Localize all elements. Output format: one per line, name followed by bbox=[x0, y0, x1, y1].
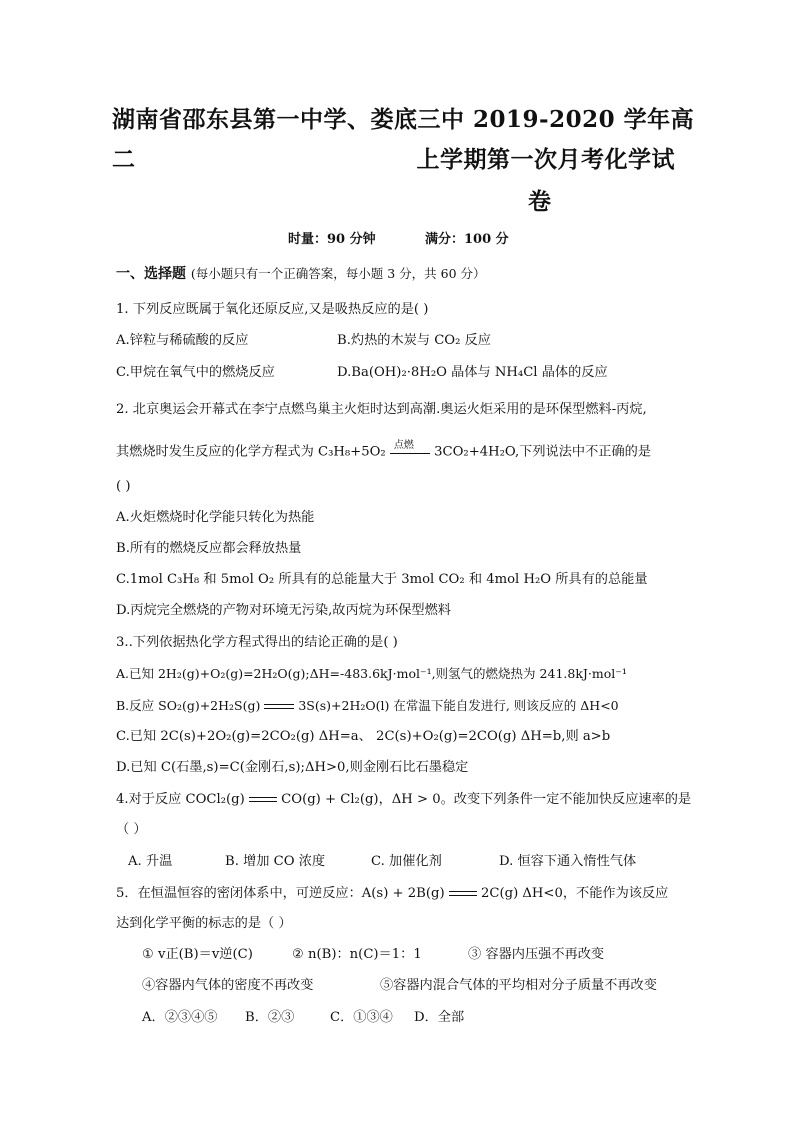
exam-title-line-1: 湖南省邵东县第一中学、娄底三中 2019-2020 学年高二 bbox=[112, 106, 695, 173]
q1-option-d: D.Ba(OH)₂·8H₂O 晶体与 NH₄Cl 晶体的反应 bbox=[337, 365, 608, 380]
section-heading bbox=[116, 264, 486, 284]
arrow-label: 点燃 bbox=[393, 440, 414, 451]
q4-equation-left: 4.对于反应 COCl₂(g) bbox=[116, 792, 245, 807]
q2-equation-left: 其燃烧时发生反应的化学方程式为 C₃H₈+5O₂ bbox=[116, 444, 386, 460]
reversible-arrow-icon bbox=[449, 890, 477, 898]
q2-option-d: D.丙烷完全燃烧的产物对环境无污染,故丙烷为环保型燃料 bbox=[116, 603, 451, 618]
reaction-arrow bbox=[390, 442, 430, 462]
exam-title-line-3: 卷 bbox=[528, 188, 552, 215]
q4-option-b: B. 增加 CO 浓度 bbox=[225, 854, 326, 869]
section-title: 一、选择题 bbox=[116, 266, 186, 282]
q3-option-b bbox=[116, 696, 619, 716]
exam-time: 时量：90 分钟 bbox=[288, 232, 376, 247]
q2-stem-line-1: 2. 北京奥运会开幕式在李宁点燃鸟巢主火炬时达到高潮.奥运火炬采用的是环保型燃料-丙烷, bbox=[116, 402, 647, 417]
q2-answer-blank: ( ) bbox=[116, 479, 131, 494]
q1-option-c: C.甲烷在氧气中的燃烧反应 bbox=[116, 365, 275, 380]
q5-item-5: ⑤容器内混合气体的平均相对分子质量不再改变 bbox=[380, 978, 657, 993]
q1-stem: 1. 下列反应既属于氧化还原反应,又是吸热反应的是( ) bbox=[116, 302, 429, 317]
q4-stem-line-1 bbox=[116, 790, 691, 810]
q5-option-a: A．②③④⑤ bbox=[142, 1010, 218, 1025]
q2-equation-right: 3CO₂+4H₂O,下列说法中不正确的是 bbox=[434, 444, 652, 460]
q4-option-d: D. 恒容下通入惰性气体 bbox=[499, 854, 637, 869]
q2-option-c: C.1mol C₃H₈ 和 5mol O₂ 所具有的总能量大于 3mol CO₂ 和 4mol H₂O 所具有的总能量 bbox=[116, 572, 648, 587]
exam-score: 满分：100 分 bbox=[425, 232, 509, 247]
q5-stem-line-2: 达到化学平衡的标志的是（ ） bbox=[116, 916, 292, 931]
q1-option-b: B.灼热的木炭与 CO₂ 反应 bbox=[337, 333, 491, 348]
q4-option-a: A. 升温 bbox=[128, 854, 173, 869]
equals-sign-icon bbox=[264, 703, 294, 711]
q5-equation-right: 2C(g) ΔH<0，不能作为该反应 bbox=[481, 886, 669, 901]
q4-equation-right: CO(g) + Cl₂(g)，ΔH > 0。改变下列条件一定不能加快反应速率的是 bbox=[281, 792, 692, 807]
q5-stem-line-1 bbox=[116, 884, 668, 904]
q5-option-c: C．①③④ bbox=[330, 1010, 393, 1025]
exam-title-line-2: 上学期第一次月考化学试 bbox=[416, 146, 675, 173]
q3-option-b-right: 3S(s)+2H₂O(l) 在常温下能自发进行, 则该反应的 ΔH<0 bbox=[298, 698, 619, 713]
q5-equation-left: 5．在恒温恒容的密闭体系中，可逆反应：A(s) + 2B(g) bbox=[116, 886, 445, 901]
q5-item-2: ② n(B)：n(C)＝1：1 bbox=[292, 947, 422, 962]
q5-option-b: B．②③ bbox=[245, 1010, 295, 1025]
q4-answer-blank: （ ） bbox=[116, 822, 147, 837]
arrow-line bbox=[390, 453, 430, 454]
q5-item-3: ③ 容器内压强不再改变 bbox=[468, 947, 605, 962]
q5-option-d: D．全部 bbox=[414, 1010, 465, 1025]
q5-item-1: ① v正(B)＝v逆(C) bbox=[142, 947, 253, 962]
q1-option-a: A.锌粒与稀硫酸的反应 bbox=[116, 333, 249, 348]
q2-option-b: B.所有的燃烧反应都会释放热量 bbox=[116, 541, 302, 556]
q3-option-c: C.已知 2C(s)+2O₂(g)=2CO₂(g) ΔH=a、 2C(s)+O₂(g)=2CO(g) ΔH=b,则 a>b bbox=[116, 729, 611, 744]
reversible-arrow-icon bbox=[249, 796, 277, 804]
section-note: (每小题只有一个正确答案，每小题 3 分，共 60 分） bbox=[190, 266, 486, 281]
q3-stem: 3..下列依据热化学方程式得出的结论正确的是( ) bbox=[116, 635, 398, 650]
q5-item-4: ④容器内气体的密度不再改变 bbox=[142, 978, 314, 993]
q3-option-b-left: B.反应 SO₂(g)+2H₂S(g) bbox=[116, 698, 261, 713]
q3-option-a: A.已知 2H₂(g)+O₂(g)=2H₂O(g);ΔH=-483.6kJ·mol⁻¹,则氢气的燃烧热为 241.8kJ·mol⁻¹ bbox=[116, 666, 627, 681]
q2-stem-line-2 bbox=[116, 442, 651, 463]
q2-option-a: A.火炬燃烧时化学能只转化为热能 bbox=[116, 510, 315, 525]
q4-option-c: C. 加催化剂 bbox=[371, 854, 442, 869]
q3-option-d: D.已知 C(石墨,s)=C(金刚石,s);ΔH>0,则金刚石比石墨稳定 bbox=[116, 760, 469, 775]
